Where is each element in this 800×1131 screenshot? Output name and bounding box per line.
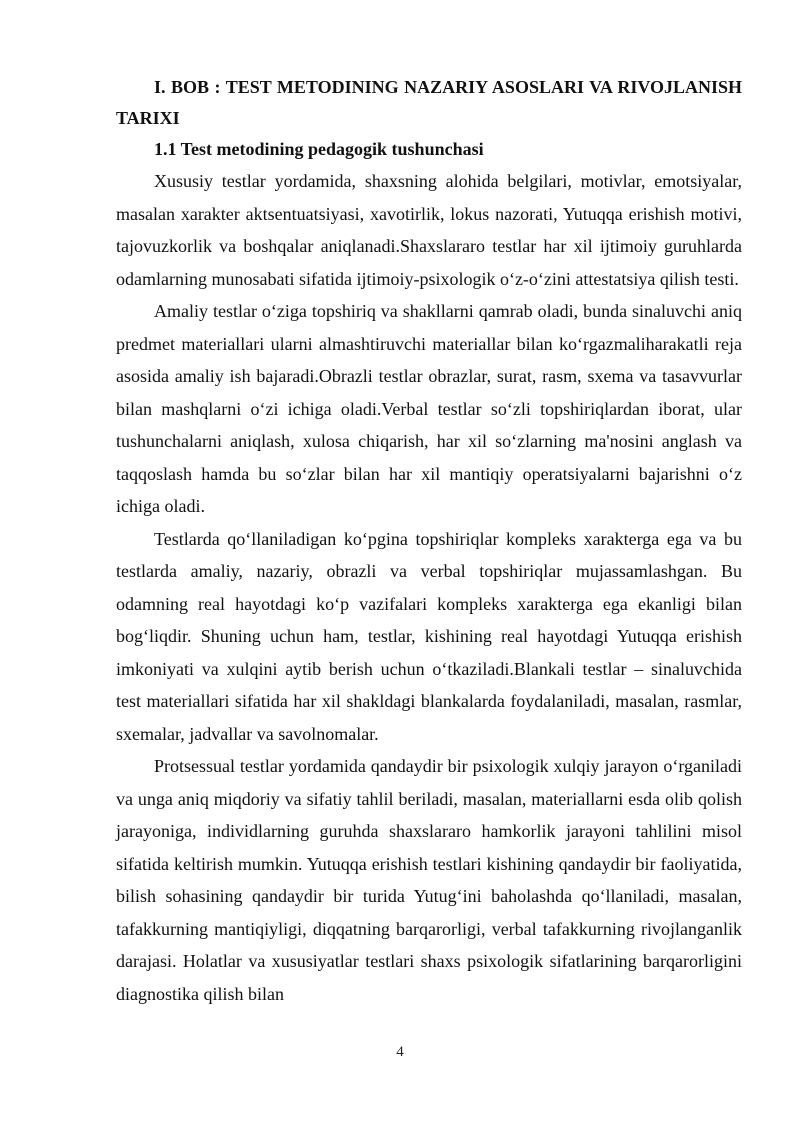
page-number: 4 — [396, 1044, 404, 1060]
paragraph: Testlarda qo‘llaniladigan ko‘pgina topshiriqlar kompleks xarakterga ega va bu testlarda amaliy, nazariy, obrazli va verbal topshiriqlar mujassamlashgan. Bu odamning real hayotdagi ko‘p vazifalari kompleks xarakterga ega ekanligi bilan bog‘liqdir. Shuning uchun ham, testlar, kishining real hayotdagi Yutuqqa erishish imkoniyati va xulqini aytib berish uchun o‘tkaziladi.Blankali testlar – sinaluvchida test materiallari sifatida har xil shakldagi blankalarda foydalaniladi, masalan, rasmlar, sxemalar, jadvallar va savolnomalar. — [116, 528, 742, 744]
section-title: 1.1 Test metodining pedagogik tushunchasi — [154, 139, 484, 159]
paragraph: Protsessual testlar yordamida qandaydir bir psixologik xulqiy jarayon o‘rganiladi va unga aniq miqdoriy va sifatiy tahlil beriladi, masalan, materiallarni esda olib qolish jarayoniga, individlarning guruhda shaxslararo hamkorlik jarayoni tahlilini misol sifatida keltirish mumkin. Yutuqqa erishish testlari kishining qandaydir bir faoliyatida, bilish sohasining qandaydir bir turida Yutug‘ini baholashda qo‘llaniladi, masalan, tafakkurning mantiqiyligi, diqqatning barqarorligi, verbal tafakkurning rivojlanganlik darajasi. Holatlar va xususiyatlar testlari shaxs psixologik sifatlarining barqarorligini diagnostika qilish bilan — [116, 756, 742, 1004]
paragraph: Xususiy testlar yordamida, shaxsning alohida belgilari, motivlar, emotsiyalar, masalan xarakter aktsentuatsiyasi, xavotirlik, lokus nazorati, Yutuqqa erishish motivi, tajovuzkorlik va boshqalar aniqlanadi.Shaxslararo testlar har xil ijtimoiy guruhlarda odamlarning munosabati sifatida ijtimoiy-psixologik o‘z-o‘zini attestatsiya qilish testi. — [116, 171, 742, 289]
paragraph: Amaliy testlar o‘ziga topshiriq va shakllarni qamrab oladi, bunda sinaluvchi aniq predmet materiallari ularni almashtiruvchi materiallar bilan ko‘rgazmaliharakatli reja asosida amaliy ish bajaradi.Obrazli testlar obrazlar, surat, rasm, sxema va tasavvurlar bilan mashqlarni o‘zi ichiga oladi.Verbal testlar so‘zli topshiriqlardan iborat, ular tushunchalarni aniqlash, xulosa chiqarish, har xil so‘zlarning ma'nosini anglash va taqqoslash hamda bu so‘zlar bilan har xil mantiqiy operatsiyalarni bajarishni o‘z ichiga oladi. — [116, 301, 742, 516]
document-page — [116, 72, 742, 1010]
chapter-title: I. BOB : TEST METODINING NAZARIY ASOSLARI VA RIVOJLANISH TARIXI — [116, 77, 742, 128]
